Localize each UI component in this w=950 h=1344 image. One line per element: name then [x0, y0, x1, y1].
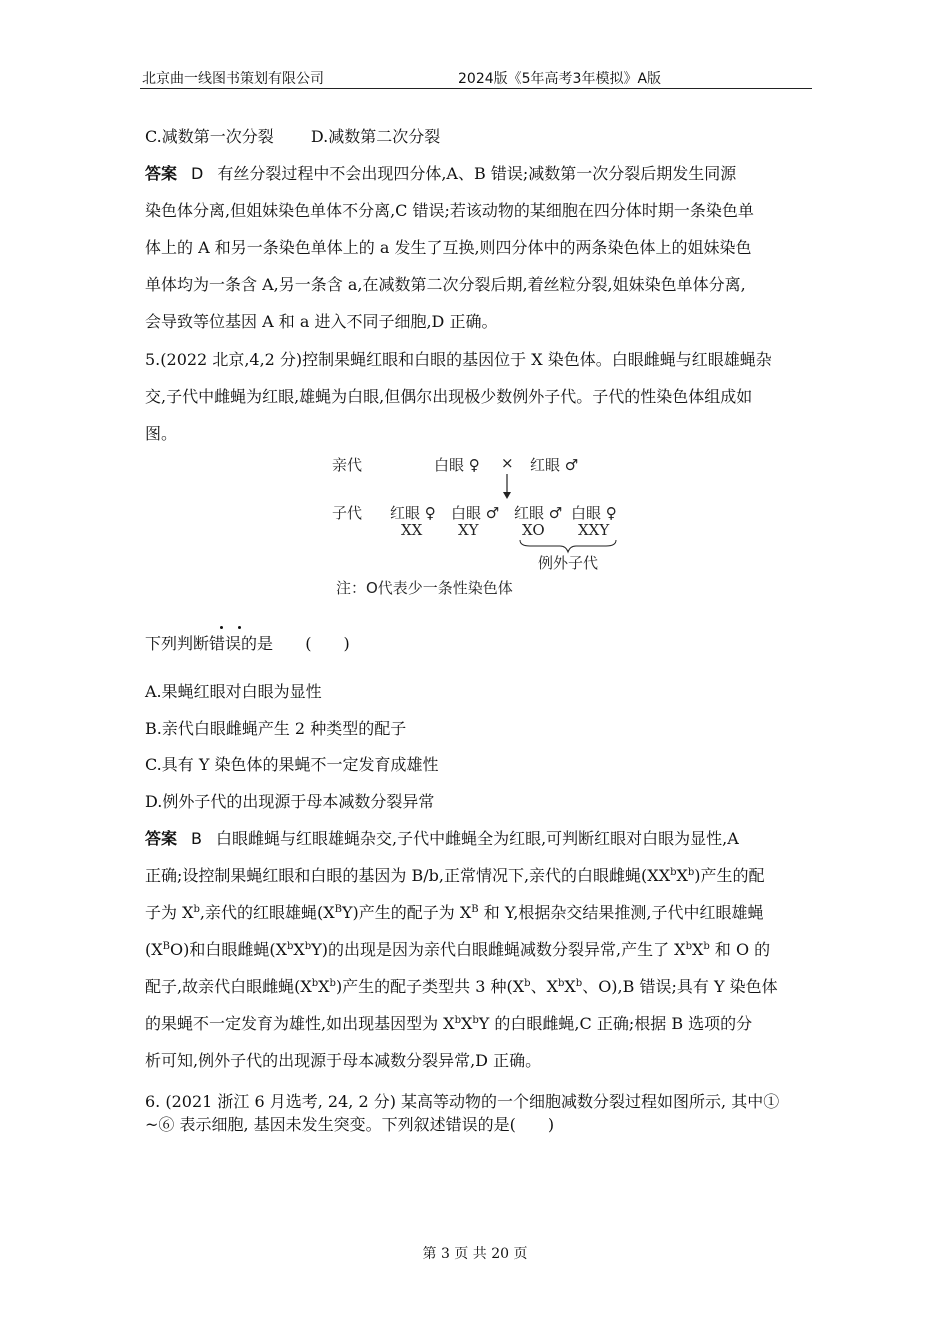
q4-answer-line-2: 染色体分离,但姐妹染色单体不分离,C 错误;若该动物的某细胞在四分体时期一条染色单	[145, 201, 754, 220]
q5-answer-line-5: 配子,故亲代白眼雌蝇$(X^bX^b)$产生的配子类型共 3 种($X^b$、$X^bX^b$、O),B 错误;具有 Y 染色体	[145, 977, 778, 996]
page-header	[140, 66, 812, 88]
offspring-red-female: 红眼 ♀	[390, 504, 436, 522]
genotype-xo: XO	[522, 521, 545, 539]
q5-answer-line-4: $(X^BO)$和白眼雌蝇$(X^bX^bY)$的出现是因为亲代白眼雌蝇减数分裂异常,产生了 $X^bX^b$ 和 O 的	[145, 940, 771, 959]
q5-answer-line-1	[145, 829, 739, 849]
q5-answer-line-3: 子为 $X^b$,亲代的红眼雄蝇$(X^BY)$产生的配子为 $X^B$ 和 Y,根据杂交结果推测,子代中红眼雄蝇	[145, 903, 764, 922]
q5-option-b: B.亲代白眼雌蝇产生 2 种类型的配子	[145, 719, 407, 738]
explanation-text: 正确;设控制果蝇红眼和白眼的基因为 B/b,正常情况下,亲代的白眼雌蝇(X	[145, 866, 659, 885]
q4-options-cd: C.减数第一次分裂 D.减数第二次分裂	[145, 127, 441, 146]
cross-symbol: ×	[501, 454, 514, 472]
question-text: 下列判断错误的是	[145, 634, 274, 653]
genotype-xxy: XXY	[578, 521, 610, 539]
q5-answer-line-7: 析可知,例外子代的出现源于母本减数分裂异常,D 正确。	[145, 1051, 542, 1070]
q4-answer-line-4: 单体均为一条含 A,另一条含 a,在减数第二次分裂后期,着丝粒分裂,姐妹染色单体分离,	[145, 275, 746, 294]
diagram-note: 注：O代表少一条性染色体	[336, 579, 513, 597]
exception-offspring-label: 例外子代	[538, 554, 599, 572]
q5-stem-line-2: 交,子代中雌蝇为红眼,雄蝇为白眼,但偶尔出现极少数例外子代。子代的性染色体组成如	[145, 387, 753, 406]
genotype-xy: XY	[458, 521, 479, 539]
offspring-white-female: 白眼 ♀	[571, 504, 617, 522]
q5-option-c: C.具有 Y 染色体的果蝇不一定发育成雄性	[145, 755, 439, 774]
parent-female: 白眼 ♀	[434, 456, 480, 474]
q4-answer-line-5: 会导致等位基因 A 和 a 进入不同子细胞,D 正确。	[145, 312, 498, 331]
page-number: 第 3 页 共 20 页	[422, 1246, 528, 1262]
q5-option-a: A.果蝇红眼对白眼为显性	[145, 682, 322, 701]
q5-answer-line-2: 正确;设控制果蝇红眼和白眼的基因为 B/b,正常情况下,亲代的白眼雌蝇$(XX^bX^b)$产生的配	[145, 866, 765, 885]
answer-letter: D	[191, 164, 204, 183]
q6-stem-line-1: 6. (2021 浙江 6 月选考, 24, 2 分) 某高等动物的一个细胞减数分裂过程如图所示, 其中①	[145, 1092, 780, 1111]
q6-stem-line-2: ~⑥ 表示细胞, 基因未发生突变。下列叙述错误的是( )	[145, 1115, 555, 1134]
q4-answer-line-1	[145, 164, 736, 184]
offspring-generation-label: 子代	[332, 504, 363, 522]
header-divider	[140, 88, 812, 89]
emphasis-dot	[220, 626, 223, 629]
explanation-text: 配子,故亲代白眼雌蝇(X	[145, 977, 312, 996]
explanation-text: 的果蝇不一定发育为雄性,如出现基因型为 X	[145, 1014, 455, 1033]
offspring-white-male: 白眼 ♂	[451, 504, 500, 522]
q5-stem-line-1: 5.(2022 北京,4,2 分)控制果蝇红眼和白眼的基因位于 X 染色体。白眼雌蝇与红眼雄蝇杂	[145, 350, 772, 369]
publisher-name: 北京曲一线图书策划有限公司	[142, 71, 324, 87]
explanation-text: 有丝分裂过程中不会出现四分体,A、B 错误;减数第一次分裂后期发生同源	[217, 164, 737, 183]
genotype-xx: XX	[401, 521, 423, 539]
answer-label: 答案	[145, 829, 178, 848]
parent-male: 红眼 ♂	[530, 456, 579, 474]
q4-answer-line-3: 体上的 A 和另一条染色单体上的 a 发生了互换,则四分体中的两条染色体上的姐妹染色	[145, 238, 752, 257]
explanation-text: (X	[145, 940, 163, 959]
answer-blank: ( )	[305, 634, 350, 653]
explanation-text: 白眼雌蝇与红眼雄蝇杂交,子代中雌蝇全为红眼,可判断红眼对白眼为显性,A	[216, 829, 739, 848]
book-title: 2024版《5年高考3年模拟》A版	[458, 71, 662, 87]
parent-generation-label: 亲代	[332, 456, 363, 474]
offspring-red-male: 红眼 ♂	[514, 504, 563, 522]
cross-diagram	[330, 450, 630, 600]
q5-question	[145, 634, 350, 654]
answer-letter: B	[191, 829, 202, 848]
arrow-down-icon	[500, 474, 514, 500]
explanation-text: 子为 X	[145, 903, 194, 922]
q5-answer-line-6: 的果蝇不一定发育为雄性,如出现基因型为 $X^bX^bY$ 的白眼雌蝇,C 正确;根据 B 选项的分	[145, 1014, 753, 1033]
q5-option-d: D.例外子代的出现源于母本减数分裂异常	[145, 792, 435, 811]
q5-stem-line-3: 图。	[145, 424, 178, 443]
emphasis-dot	[238, 626, 241, 629]
answer-label: 答案	[145, 164, 178, 183]
